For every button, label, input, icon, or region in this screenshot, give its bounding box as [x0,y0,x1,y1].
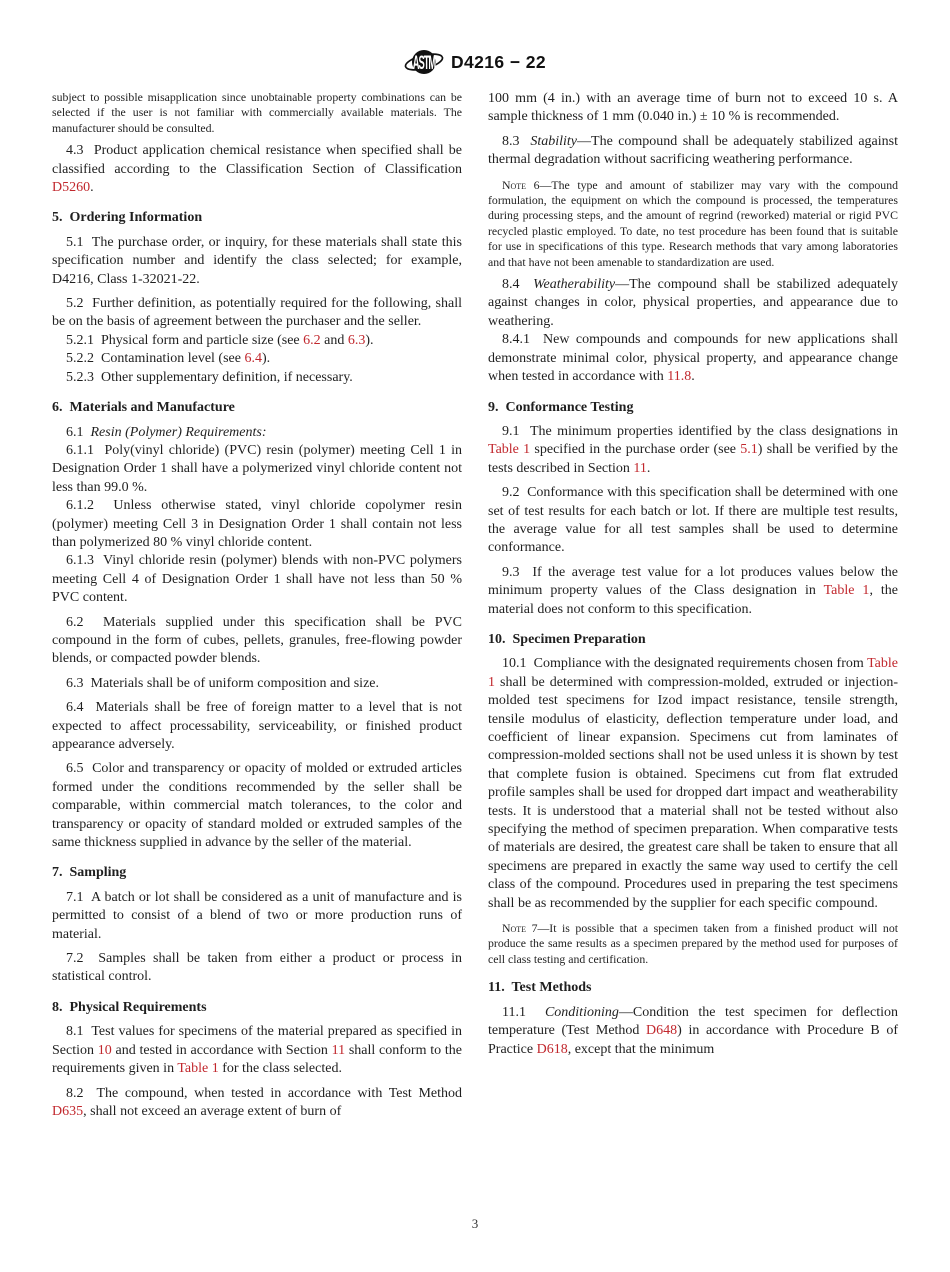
cross-reference-link[interactable]: 11.8 [667,369,692,385]
text-run: —The compound shall be stabilized adequately against changes in color, physical properties, and appearance due to weathering. [488,277,899,329]
text-run: 5.2.2 Contamination level (see [66,351,245,367]
paragraph [52,1085,462,1122]
text-run: 11. Test Methods [488,980,592,996]
right-column [488,90,898,1121]
text-run: 5.2.3 Other supplementary definition, if necessary. [66,369,353,385]
text-run: —The compound shall be adequately stabilized against thermal degradation without sacrificing weathering performance. [488,133,898,168]
text-run: ) in accordance with Procedure B of Practice [488,1023,898,1057]
paragraph [52,497,462,552]
paragraph [52,552,462,607]
text-run: 7. Sampling [52,865,127,881]
text-run: Resin (Polymer) Requirements: [90,424,267,440]
text-run: Stability [530,133,578,149]
text-run: 6.2 Materials supplied under this specification shall be PVC compound in the form of cubes, pellets, granules, free-flowing powder blends, or compacted powder blends. [52,614,462,667]
paragraph [488,655,898,913]
text-run: Weatherability [533,277,616,293]
text-run: 6.1.1 Poly(vinyl chloride) (PVC) resin (polymer) meeting Cell 1 in Designation Order 1 shall have a polymerized vinyl chloride content not less than 99.0 %. [52,442,462,495]
paragraph [52,1023,462,1078]
paragraph [52,442,462,497]
text-run: 8.4.1 New compounds and compounds for new applications shall demonstrate minimal color, physical property, and appearance change when tested in accordance with [488,332,898,385]
paragraph [488,484,898,558]
text-run: 6.3 Materials shall be of uniform composition and size. [66,675,379,691]
cross-reference-link[interactable]: Table 1 [177,1061,219,1077]
text-run: and [320,332,348,348]
svg-text:ASTM: ASTM [412,52,436,75]
note-paragraph [488,921,898,967]
paragraph [52,332,462,350]
paragraph [488,1004,898,1059]
paragraph [52,90,462,136]
paragraph [488,564,898,619]
text-run: 7.2 Samples shall be taken from either a product or process in statistical control. [52,951,462,985]
text-run: 6.4 Materials shall be free of foreign matter to a level that is not expected to affect processability, serviceability, or finished product appearance adversely. [52,700,462,752]
section-heading [488,631,898,649]
text-run: 6.1 [66,424,91,440]
cross-reference-link[interactable]: 10 [97,1042,112,1058]
text-run: ). [261,351,271,367]
paragraph [52,295,462,332]
paragraph [488,331,898,386]
text-run: 6.1.3 Vinyl chloride resin (polymer) blends with non-PVC polymers meeting Cell 4 of Designation Order 1 shall have not less than 50 % PVC content. [52,553,462,606]
section-heading [488,979,898,997]
text-run: —Condition the test specimen for deflection temperature (Test Method [488,1004,898,1039]
section-heading [52,999,462,1017]
text-run: 6. Materials and Manufacture [52,400,235,416]
cross-reference-link[interactable]: D618 [536,1041,568,1057]
text-run: . [90,180,94,196]
paragraph [52,234,462,289]
text-run: 8. Physical Requirements [52,999,207,1015]
text-run: 5.1 The purchase order, or inquiry, for these materials shall state this specification number and identify the class selected; for example, D4216, Class 1-32021-22. [52,234,462,287]
text-run: 9.3 If the average test value for a lot produces values below the minimum property values of the Class designation in [488,564,898,599]
paragraph [52,889,462,944]
note-label: Note 6— [502,177,552,192]
paragraph [488,423,898,478]
cross-reference-link[interactable]: 5.1 [740,442,758,458]
text-run: 10.1 Compliance with the designated requirements chosen from [502,656,868,672]
text-run: , the material does not conform to this specification. [488,583,898,617]
section-heading [52,399,462,417]
cross-reference-link[interactable]: D635 [52,1103,84,1119]
two-column-body [52,90,898,1121]
text-run: , except that the minimum [567,1041,715,1057]
paragraph [52,424,462,442]
cross-reference-link[interactable]: 11 [331,1042,346,1058]
cross-reference-link[interactable]: 6.2 [303,332,321,348]
cross-reference-link[interactable]: Table 1 [823,583,870,599]
note-label: Note 7— [502,921,550,936]
text-run: 5.2.1 Physical form and particle size (see [66,332,304,348]
paragraph [52,369,462,387]
text-run: ). [365,332,374,348]
cross-reference-link[interactable]: 11 [633,460,647,476]
text-run: 4.3 Product application chemical resistance when specified shall be classified according to the Classification Section of Classification [52,143,462,177]
paragraph [488,276,898,331]
paragraph [52,675,462,693]
text-run: 5.2 Further definition, as potentially required for the following, shall be on the basis of agreement between the purchaser and the seller. [52,296,462,330]
text-run: 8.2 The compound, when tested in accordance with Test Method [66,1085,462,1101]
text-run: 8.1 Test values for specimens of the material prepared as specified in Section [52,1024,462,1058]
cross-reference-link[interactable]: Table 1 [488,656,898,690]
text-run: Conditioning [544,1004,619,1020]
paragraph [488,133,898,170]
text-run: 8.4 [502,277,534,293]
paragraph [488,90,898,127]
paragraph [52,950,462,987]
paragraph [52,699,462,754]
text-run: specified in the purchase order (see [530,442,741,458]
page-header [0,46,950,78]
text-run: subject to possible misapplication since unobtainable property combinations can be selected if the user is not familiar with commercially available materials. The manufacturer should be consulted. [52,90,462,135]
text-run: ) shall be verified by the tests described in Section [488,442,898,476]
text-run: 6.5 Color and transparency or opacity of molded or extruded articles formed under the conditions recommended by the seller shall be comparable, within commercial match tolerances, to the color and transparency or opacity of standard molded or extruded samples of the same thickness supplied in advance by the seller of the material. [52,761,462,851]
text-run: shall conform to the requirements given in [52,1042,462,1077]
note-paragraph [488,178,898,270]
cross-reference-link[interactable]: 6.4 [244,351,262,367]
page-number: 3 [471,1216,479,1231]
left-column [52,90,462,1121]
text-run: 8.3 [502,133,531,149]
section-heading [488,399,898,417]
text-run: 9.2 Conformance with this specification shall be determined with one set of test results for each batch or lot. If there are multiple test results, the average value for all test samples shall be used to determine conformance. [488,485,898,556]
text-run: and tested in accordance with Section [111,1042,332,1058]
text-run: 11.1 [502,1004,545,1020]
paragraph [52,142,462,197]
section-heading [52,864,462,882]
text-run: 7.1 A batch or lot shall be considered as a unit of manufacture and is permitted to consist of a blend of two or more production runs of material. [52,889,462,942]
text-run: 100 mm (4 in.) with an average time of burn not to exceed 10 s. A sample thickness of 1 mm (0.040 in.) ± 10 % is recommended. [488,91,898,125]
text-run: The type and amount of stabilizer may vary with the compound formulation, the equipment on which the compound is processed, the temperatures during processing steps, and the amount of regrind (reworked) material or rigid PVC recycled plastic employed. To date, no test procedure has been found that is suitable for use in specifications of this type. Research methods that vary among laboratories and that have not been amenable to standardization are used. [488,177,898,269]
text-run: , shall not exceed an average extent of burn of [83,1103,342,1119]
text-run: 6.1.2 Unless otherwise stated, vinyl chloride copolymer resin (polymer) meeting Cell 3 in Designation Order 1 shall contain not less than polymerized 80 % vinyl chloride content. [52,498,462,550]
paragraph [52,350,462,368]
text-run: . [646,460,651,476]
paragraph [52,614,462,669]
paragraph [52,760,462,852]
cross-reference-link[interactable]: 6.3 [347,332,366,348]
section-heading [52,209,462,227]
cross-reference-link[interactable]: Table 1 [488,442,531,458]
text-run: 5. Ordering Information [52,210,203,226]
text-run: It is possible that a specimen taken from a finished product will not produce the same results as a specimen prepared by the method used for purposes of cell class testing and certification. [488,921,898,966]
text-run: for the class selected. [218,1061,342,1077]
cross-reference-link[interactable]: D5260 [52,180,91,196]
text-run: 9.1 The minimum properties identified by the class designations in [502,423,898,439]
cross-reference-link[interactable]: D648 [646,1023,678,1039]
text-run: shall be determined with compression-molded, extruded or injection-molded test specimens for Izod impact resistance, tensile strength, tensile modulus of elasticity, deflection temperature under load, and coefficient of linear expansion. Specimens cut from laminates of compression-molded sections shall not be used unless it is shown by test that complete fusion is obtained. Specimens cut from flat extruded profile samples shall be used for dropped dart impact and weatherability tests. It is understood that a material shall not be tested without also specifying the method of specimen preparation. When comparative tests of materials are desired, the greatest care shall be taken to ensure that all specimens are prepared in exactly the same way used to certify the cell class of the compound. Procedures used in preparing the test specimens shall be as recommended by the supplier for each specific compound. [488,674,898,911]
astm-logo-icon [404,46,444,78]
text-run: 9. Conformance Testing [488,399,634,415]
document-title: D4216 − 22 [451,51,546,72]
text-run: 10. Specimen Preparation [488,631,646,647]
text-run: . [691,369,695,385]
